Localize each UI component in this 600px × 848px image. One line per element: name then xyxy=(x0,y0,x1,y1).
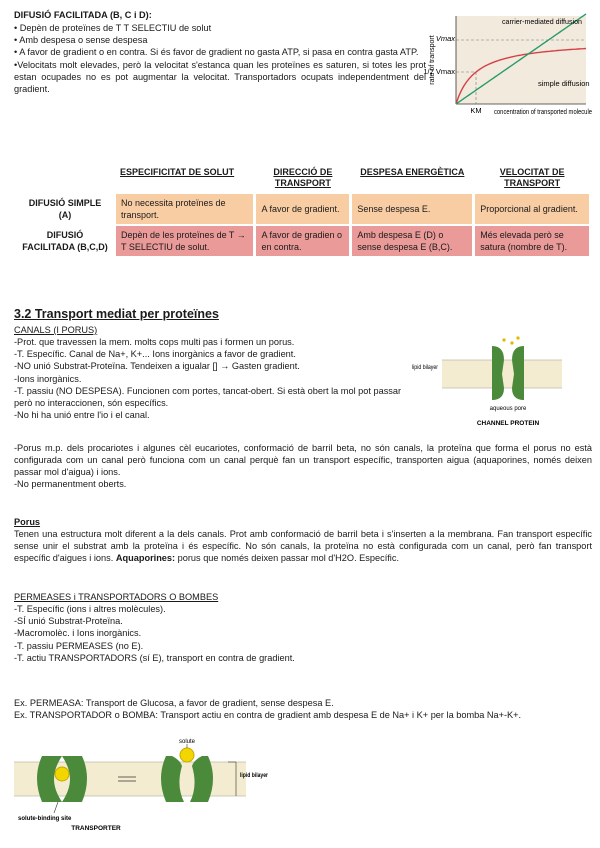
facilitated-diffusion-heading: DIFUSIÓ FACILITADA (B, C i D): xyxy=(14,10,152,20)
list-item: -SÍ unió Substrat-Proteïna. xyxy=(14,616,123,627)
header-speed: VELOCITAT DE TRANSPORT xyxy=(499,167,565,189)
porus-text: Tenen una estructura molt diferent a la dels canals. Prot amb conformació de barril beta i s'inserten a la membrana. Fan transport específic sense unir el substrat amb la proteïna i és específic. No són canals, la proteïna no està configurada com un canal, però fan transport específic d'aigues i ions. xyxy=(14,529,592,564)
list-item: -T. Específic. Canal de Na+, K+... Ions inorgànics a favor de gradient. xyxy=(14,349,296,360)
list-item: -Prot. que travessen la mem. molts cops multi pas i formen un porus. xyxy=(14,337,295,348)
table-cell: A favor de gradient. xyxy=(256,194,349,224)
list-item: -T. Específic (ions i altres molècules). xyxy=(14,604,166,615)
bullet-1: • Depèn de proteïnes de T T SELECTIU de solut xyxy=(14,23,212,34)
header-direction: DIRECCIÓ DE TRANSPORT xyxy=(273,167,333,189)
aqueous-pore-label: aqueous pore xyxy=(489,406,527,412)
table-row xyxy=(17,226,589,256)
released-solute xyxy=(180,748,194,762)
list-item: -NO unió Substrat-Proteïna. Tendeixen a igualar [] → Gasten gradient. xyxy=(14,361,300,372)
half-vmax-tick-label: 1/2 Vmax xyxy=(423,67,455,76)
canals-heading: CANALS (I PORUS) xyxy=(14,325,98,335)
transporter-caption: TRANSPORTER xyxy=(71,825,121,832)
permeases-heading: PERMEASES i TRANSPORTADORS O BOMBES xyxy=(14,592,219,602)
transporter-lipid-label: lipid bilayer xyxy=(240,773,269,779)
table-cell: No necessita proteïnes de transport. xyxy=(116,194,253,224)
list-item: -T. passiu PERMEASES (no E). xyxy=(14,640,144,651)
carrier-legend-label: carrier-mediated diffusion xyxy=(502,17,582,26)
porus-heading: Porus xyxy=(14,517,41,527)
table-cell: A favor de gradien o en contra. xyxy=(256,226,349,256)
channel-caption: CHANNEL PROTEIN xyxy=(476,420,540,427)
table-cell: Sense despesa E. xyxy=(352,194,472,224)
top-section xyxy=(14,9,426,95)
bound-solute xyxy=(55,767,69,781)
transport-rate-chart xyxy=(423,10,596,134)
section-title: 3.2 Transport mediat per proteïnes xyxy=(14,307,219,321)
x-axis-label: concentration of transported molecule xyxy=(494,109,593,116)
table-row xyxy=(17,194,589,224)
transporter-figure xyxy=(14,738,294,838)
list-item: -Ions inorgànics. xyxy=(14,373,82,384)
solute-binding-site-label: solute-binding site xyxy=(18,816,72,822)
header-specificity: ESPECIFICITAT DE SOLUT xyxy=(120,167,235,177)
bullet-3: • A favor de gradient o en contra. Si és favor de gradient no gasta ATP, si pasa en contra gasta ATP. xyxy=(14,47,419,58)
bullet-2: • Amb despesa o sense despesa xyxy=(14,35,148,46)
porus-block xyxy=(14,516,592,565)
canals-block xyxy=(14,324,414,421)
header-energy: DESPESA ENERGÈTICA xyxy=(360,167,465,177)
vmax-tick-label: Vmax xyxy=(435,34,455,43)
permeases-block xyxy=(14,591,592,664)
list-item: -T. passiu (NO DESPESA). Funcionen com portes, tancat-obert. Si està obert la mol pot passar però no interaccionen, són específics. xyxy=(14,385,402,408)
canals-paragraph-block xyxy=(14,442,592,491)
y-axis-label: rate of transport xyxy=(429,35,436,85)
porus-paragraph xyxy=(14,528,592,564)
table-cell: Més elevada però se satura (nombre de T). xyxy=(475,226,589,256)
row-label-facilitated: DIFUSIÓ FACILITADA (B,C,D) xyxy=(17,226,113,256)
list-item: -Macromolèc. i Ions inorgànics. xyxy=(14,628,142,639)
channel-protein-figure xyxy=(412,336,592,428)
simple-legend-label: simple diffusion xyxy=(538,79,590,88)
table-cell: Amb despesa E (D) o sense despesa E (B,C). xyxy=(352,226,472,256)
table-header-row xyxy=(17,165,589,192)
list-item: -T. actiu TRANSPORTADORS (sí E), transport en contra de gradient. xyxy=(14,652,295,663)
bullet-4: •Velocitats molt elevades, però la velocitat s'estanca quan les proteïnes es saturen, si totes les prot estan ocupades no es pot augmentar la velocitat. Transportadors ocupats independentment del gradient. xyxy=(14,59,426,94)
porus-mp-paragraph: -Porus m.p. dels procariotes i algunes cèl eucariotes, conformació de barril beta, no són canals, la proteïna que forma el porus no està configurada com un canal però funciona com un canal perquè fan un transport específic, transporten aigua (aquaporines, només deixen passar mol d'aigua) i ions. xyxy=(14,443,592,478)
table-cell: Depèn de les proteïnes de T → T SELECTIU de solut. xyxy=(116,226,253,256)
table-cell: Proporcional al gradient. xyxy=(475,194,589,224)
list-item: -No hi ha unió entre l'io i el canal. xyxy=(14,409,150,420)
examples-block xyxy=(14,697,592,721)
porus-tail: porus que només deixen passar mol d'H2O. Específic. xyxy=(177,553,399,564)
example-transporter: Ex. TRANSPORTADOR o BOMBA: Transport actiu en contra de gradient amb despesa E de Na+ i K+ per la bomba Na+-K+. xyxy=(14,710,522,721)
channel-lipid-label: lipid bilayer xyxy=(412,365,439,371)
list-item: -No permanentment oberts. xyxy=(14,479,127,490)
row-label-simple: DIFUSIÓ SIMPLE (A) xyxy=(17,194,113,224)
aquaporines-term: Aquaporines: xyxy=(115,553,176,564)
solute-label: solute xyxy=(178,739,196,745)
km-tick-label: KM xyxy=(470,106,482,115)
example-permease: Ex. PERMEASA: Transport de Glucosa, a favor de gradient, sense despesa E. xyxy=(14,698,334,708)
comparison-table xyxy=(14,163,592,258)
